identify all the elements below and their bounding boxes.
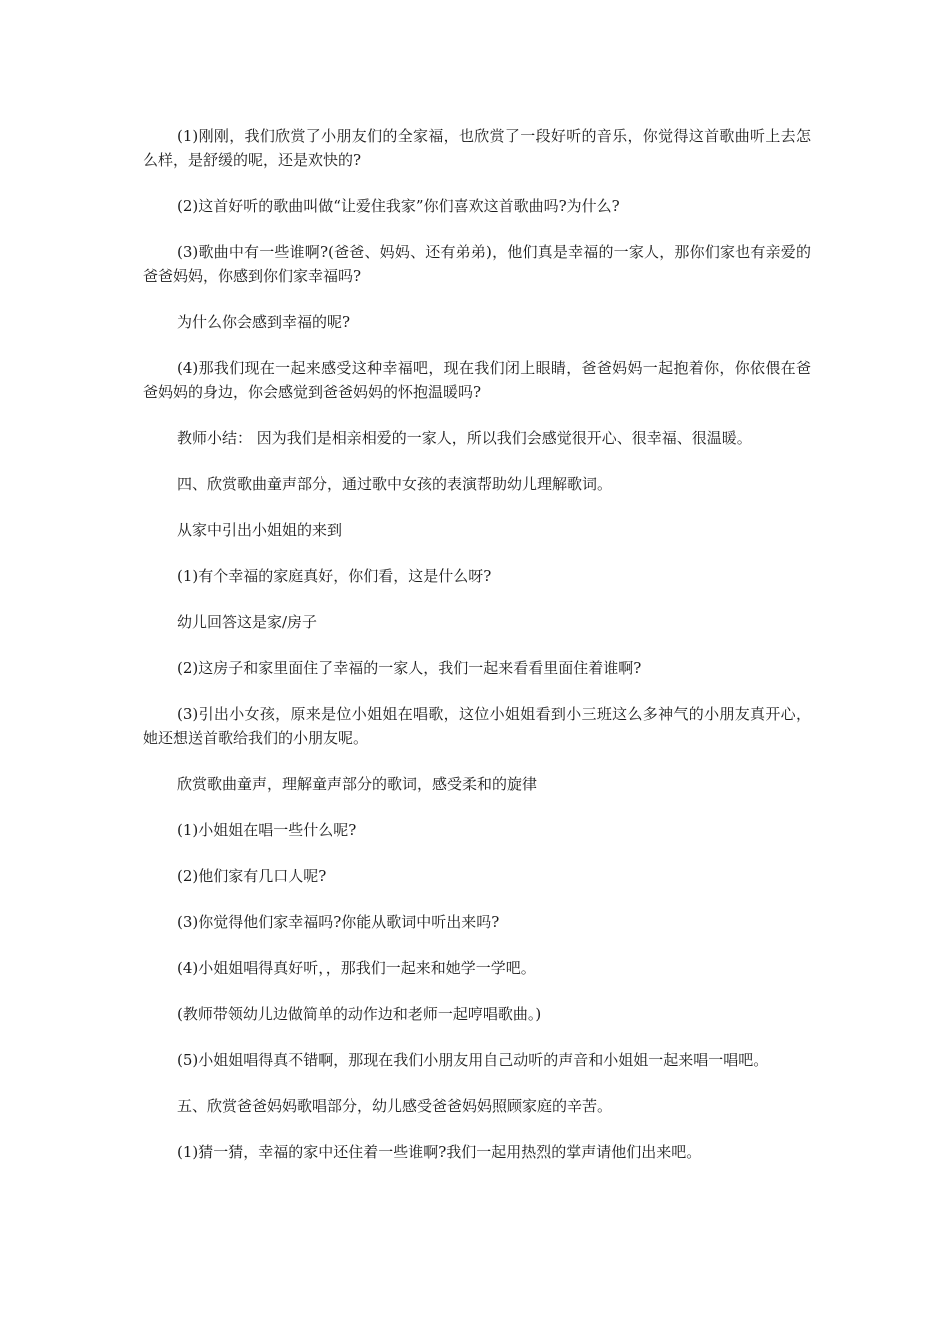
paragraph: (1)有个幸福的家庭真好，你们看，这是什么呀? bbox=[177, 567, 492, 585]
paragraph: 从家中引出小姐姐的来到 bbox=[177, 521, 343, 539]
paragraph: 为什么你会感到幸福的呢? bbox=[177, 313, 351, 331]
paragraph: (4)小姐姐唱得真好听，，那我们一起来和她学一学吧。 bbox=[177, 959, 536, 977]
paragraph: (1)猜一猜，幸福的家中还住着一些谁啊?我们一起用热烈的掌声请他们出来吧。 bbox=[177, 1143, 702, 1161]
section-heading: 四、欣赏歌曲童声部分，通过歌中女孩的表演帮助幼儿理解歌词。 bbox=[177, 475, 613, 493]
paragraph: (5)小姐姐唱得真不错啊，那现在我们小朋友用自己动听的声音和小姐姐一起来唱一唱吧。 bbox=[177, 1051, 769, 1069]
paragraph: (2)这首好听的歌曲叫做“让爱住我家”你们喜欢这首歌曲吗?为什么? bbox=[177, 197, 620, 215]
paragraph: (1)刚刚，我们欣赏了小朋友们的全家福，也欣赏了一段好听的音乐，你觉得这首歌曲听上去怎么样，是舒缓的呢，还是欢快的? bbox=[143, 127, 811, 169]
paragraph: (2)这房子和家里面住了幸福的一家人，我们一起来看看里面住着谁啊? bbox=[177, 659, 642, 677]
paragraph: 幼儿回答这是家/房子 bbox=[177, 613, 318, 631]
paragraph: (2)他们家有几口人呢? bbox=[177, 867, 327, 885]
paragraph: (教师带领幼儿边做简单的动作边和老师一起哼唱歌曲。) bbox=[177, 1005, 542, 1023]
paragraph: 欣赏歌曲童声，理解童声部分的歌词，感受柔和的旋律 bbox=[177, 775, 538, 793]
paragraph: (3)你觉得他们家幸福吗?你能从歌词中听出来吗? bbox=[177, 913, 500, 931]
paragraph: (3)引出小女孩，原来是位小姐姐在唱歌，这位小姐姐看到小三班这么多神气的小朋友真开心，她还想送首歌给我们的小朋友呢。 bbox=[143, 705, 811, 747]
paragraph: 教师小结： 因为我们是相亲相爱的一家人，所以我们会感觉很开心、很幸福、很温暖。 bbox=[177, 429, 752, 447]
document-body bbox=[143, 124, 811, 1186]
paragraph: (4)那我们现在一起来感受这种幸福吧，现在我们闭上眼睛，爸爸妈妈一起抱着你，你依偎在爸爸妈妈的身边，你会感觉到爸爸妈妈的怀抱温暖吗? bbox=[143, 359, 811, 401]
paragraph: (3)歌曲中有一些谁啊?(爸爸、妈妈、还有弟弟)，他们真是幸福的一家人，那你们家也有亲爱的爸爸妈妈，你感到你们家幸福吗? bbox=[143, 243, 811, 285]
section-heading: 五、欣赏爸爸妈妈歌唱部分，幼儿感受爸爸妈妈照顾家庭的辛苦。 bbox=[177, 1097, 613, 1115]
paragraph: (1)小姐姐在唱一些什么呢? bbox=[177, 821, 357, 839]
